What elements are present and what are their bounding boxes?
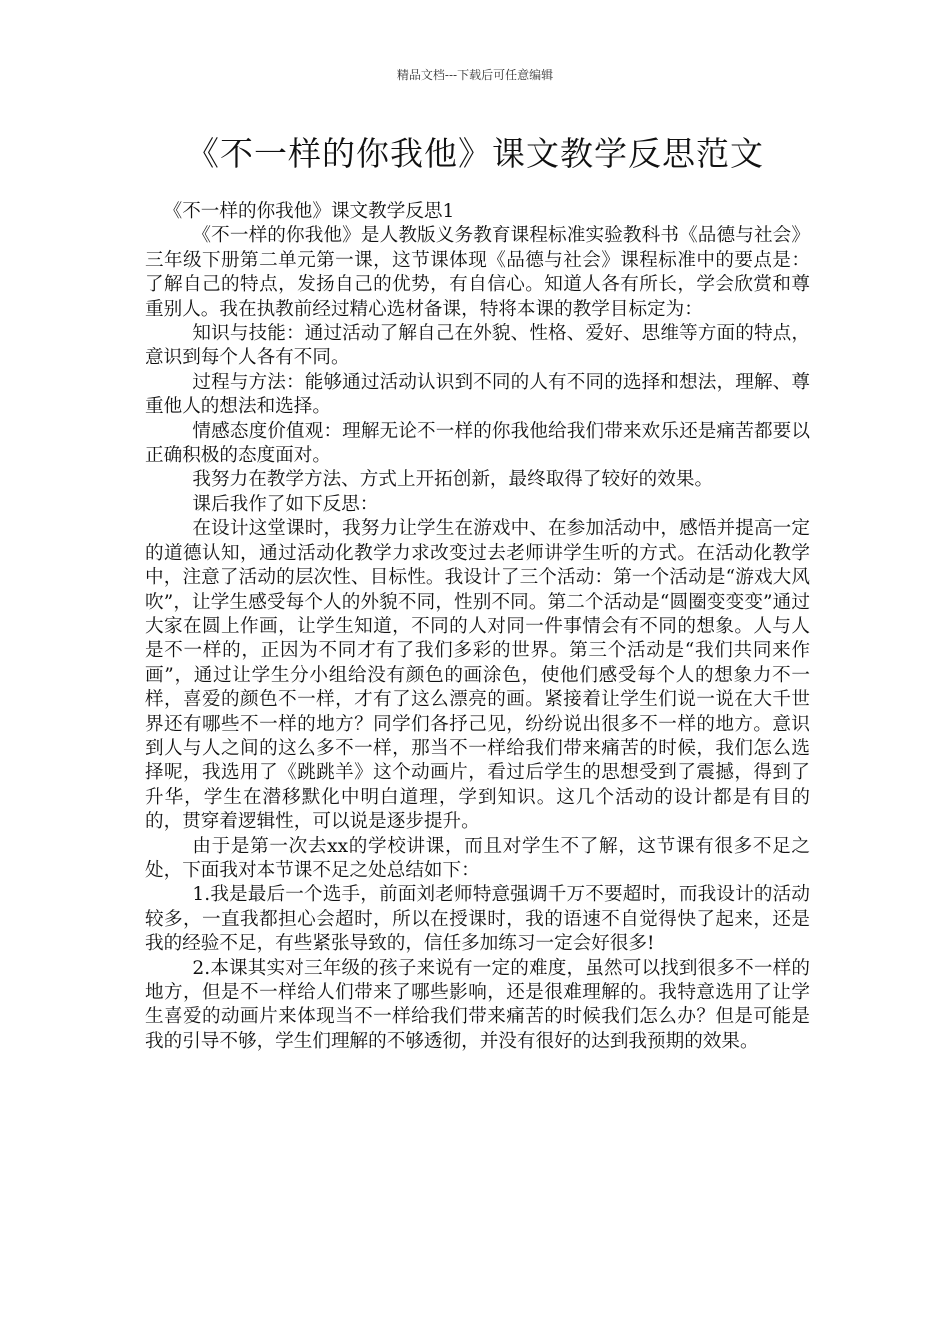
document-title: 《不一样的你我他》课文教学反思范文	[186, 134, 764, 173]
paragraph-goal-process: 过程与方法：能够通过活动认识到不同的人有不同的选择和想法，理解、尊重他人的想法和选择。	[145, 371, 810, 418]
paragraph-goal-knowledge: 知识与技能：通过活动了解自己在外貌、性格、爱好、思维等方面的特点，意识到每个人各有不同。	[145, 323, 810, 369]
paragraph-goal-emotion: 情感态度价值观：理解无论不一样的你我他给我们带来欢乐还是痛苦都要以正确积极的态度面对。	[145, 420, 810, 467]
paragraph-intro: 《不一样的你我他》是人教版义务教育课程标准实验教科书《品德与社会》三年级下册第二单元第一课，这节课体现《品德与社会》课程标准中的要点是：了解自己的特点，发扬自己的优势，有自信心。知道人各有所长，学会欣赏和尊重别人。我在执教前经过精心选材备课，特将本课的教学目标定为：	[145, 225, 810, 320]
document-body	[145, 200, 810, 1054]
section-heading: 《不一样的你我他》课文教学反思1	[163, 201, 455, 222]
paragraph-activities: 在设计这堂课时，我努力让学生在游戏中、在参加活动中，感悟并提高一定的道德认知，通过活动化教学力求改变过去老师讲学生听的方式。在活动化教学中，注意了活动的层次性、目标性。我设计了三个活动：第一个活动是“游戏大风吹”，让学生感受每个人的外貌不同，性别不同。第二个活动是“圆圈变变变”通过大家在圆上作画，让学生知道，不同的人对同一件事情会有不同的想象。人与人是不一样的，正因为不同才有了我们多彩的世界。第三个活动是“我们共同来作画”，通过让学生分小组给没有颜色的画涂色，使他们感受每个人的想象力不一样，喜爱的颜色不一样，才有了这么漂亮的画。紧接着让学生们说一说在大千世界还有哪些不一样的地方？同学们各抒己见，纷纷说出很多不一样的地方。意识到人与人之间的这么多不一样，那当不一样给我们带来痛苦的时候，我们怎么选择呢，我选用了《跳跳羊》这个动画片，看过后学生的思想受到了震撼，得到了升华，学生在潜移默化中明白道理，学到知识。这几个活动的设计都是有目的的，贯穿着逻辑性，可以说是逐步提升。	[145, 518, 810, 833]
paragraph-shortcoming-1: 1.我是最后一个选手，前面刘老师特意强调千万不要超时，而我设计的活动较多，一直我都担心会超时，所以在授课时，我的语速不自觉得快了起来，还是我的经验不足，有些紧张导致的，信任多加练习一定会好很多!	[145, 884, 810, 955]
header-note: 精品文档---下载后可任意编辑	[396, 68, 554, 82]
paragraph-reflection-lead: 课后我作了如下反思：	[192, 493, 379, 515]
paragraph-shortcoming-2: 2.本课其实对三年级的孩子来说有一定的难度，虽然可以找到很多不一样的地方，但是不一样给人们带来了哪些影响，还是很难理解的。我特意选用了让学生喜爱的动画片来体现当不一样给我们带来痛苦的时候我们怎么办？但是可能是我的引导不够，学生们理解的不够透彻，并没有很好的达到我预期的效果。	[145, 957, 810, 1052]
paragraph-shortcomings-lead: 由于是第一次去xx的学校讲课，而且对学生不了解，这节课有很多不足之处，下面我对本节课不足之处总结如下：	[145, 835, 810, 881]
paragraph-method: 我努力在教学方法、方式上开拓创新，最终取得了较好的效果。	[192, 469, 714, 491]
